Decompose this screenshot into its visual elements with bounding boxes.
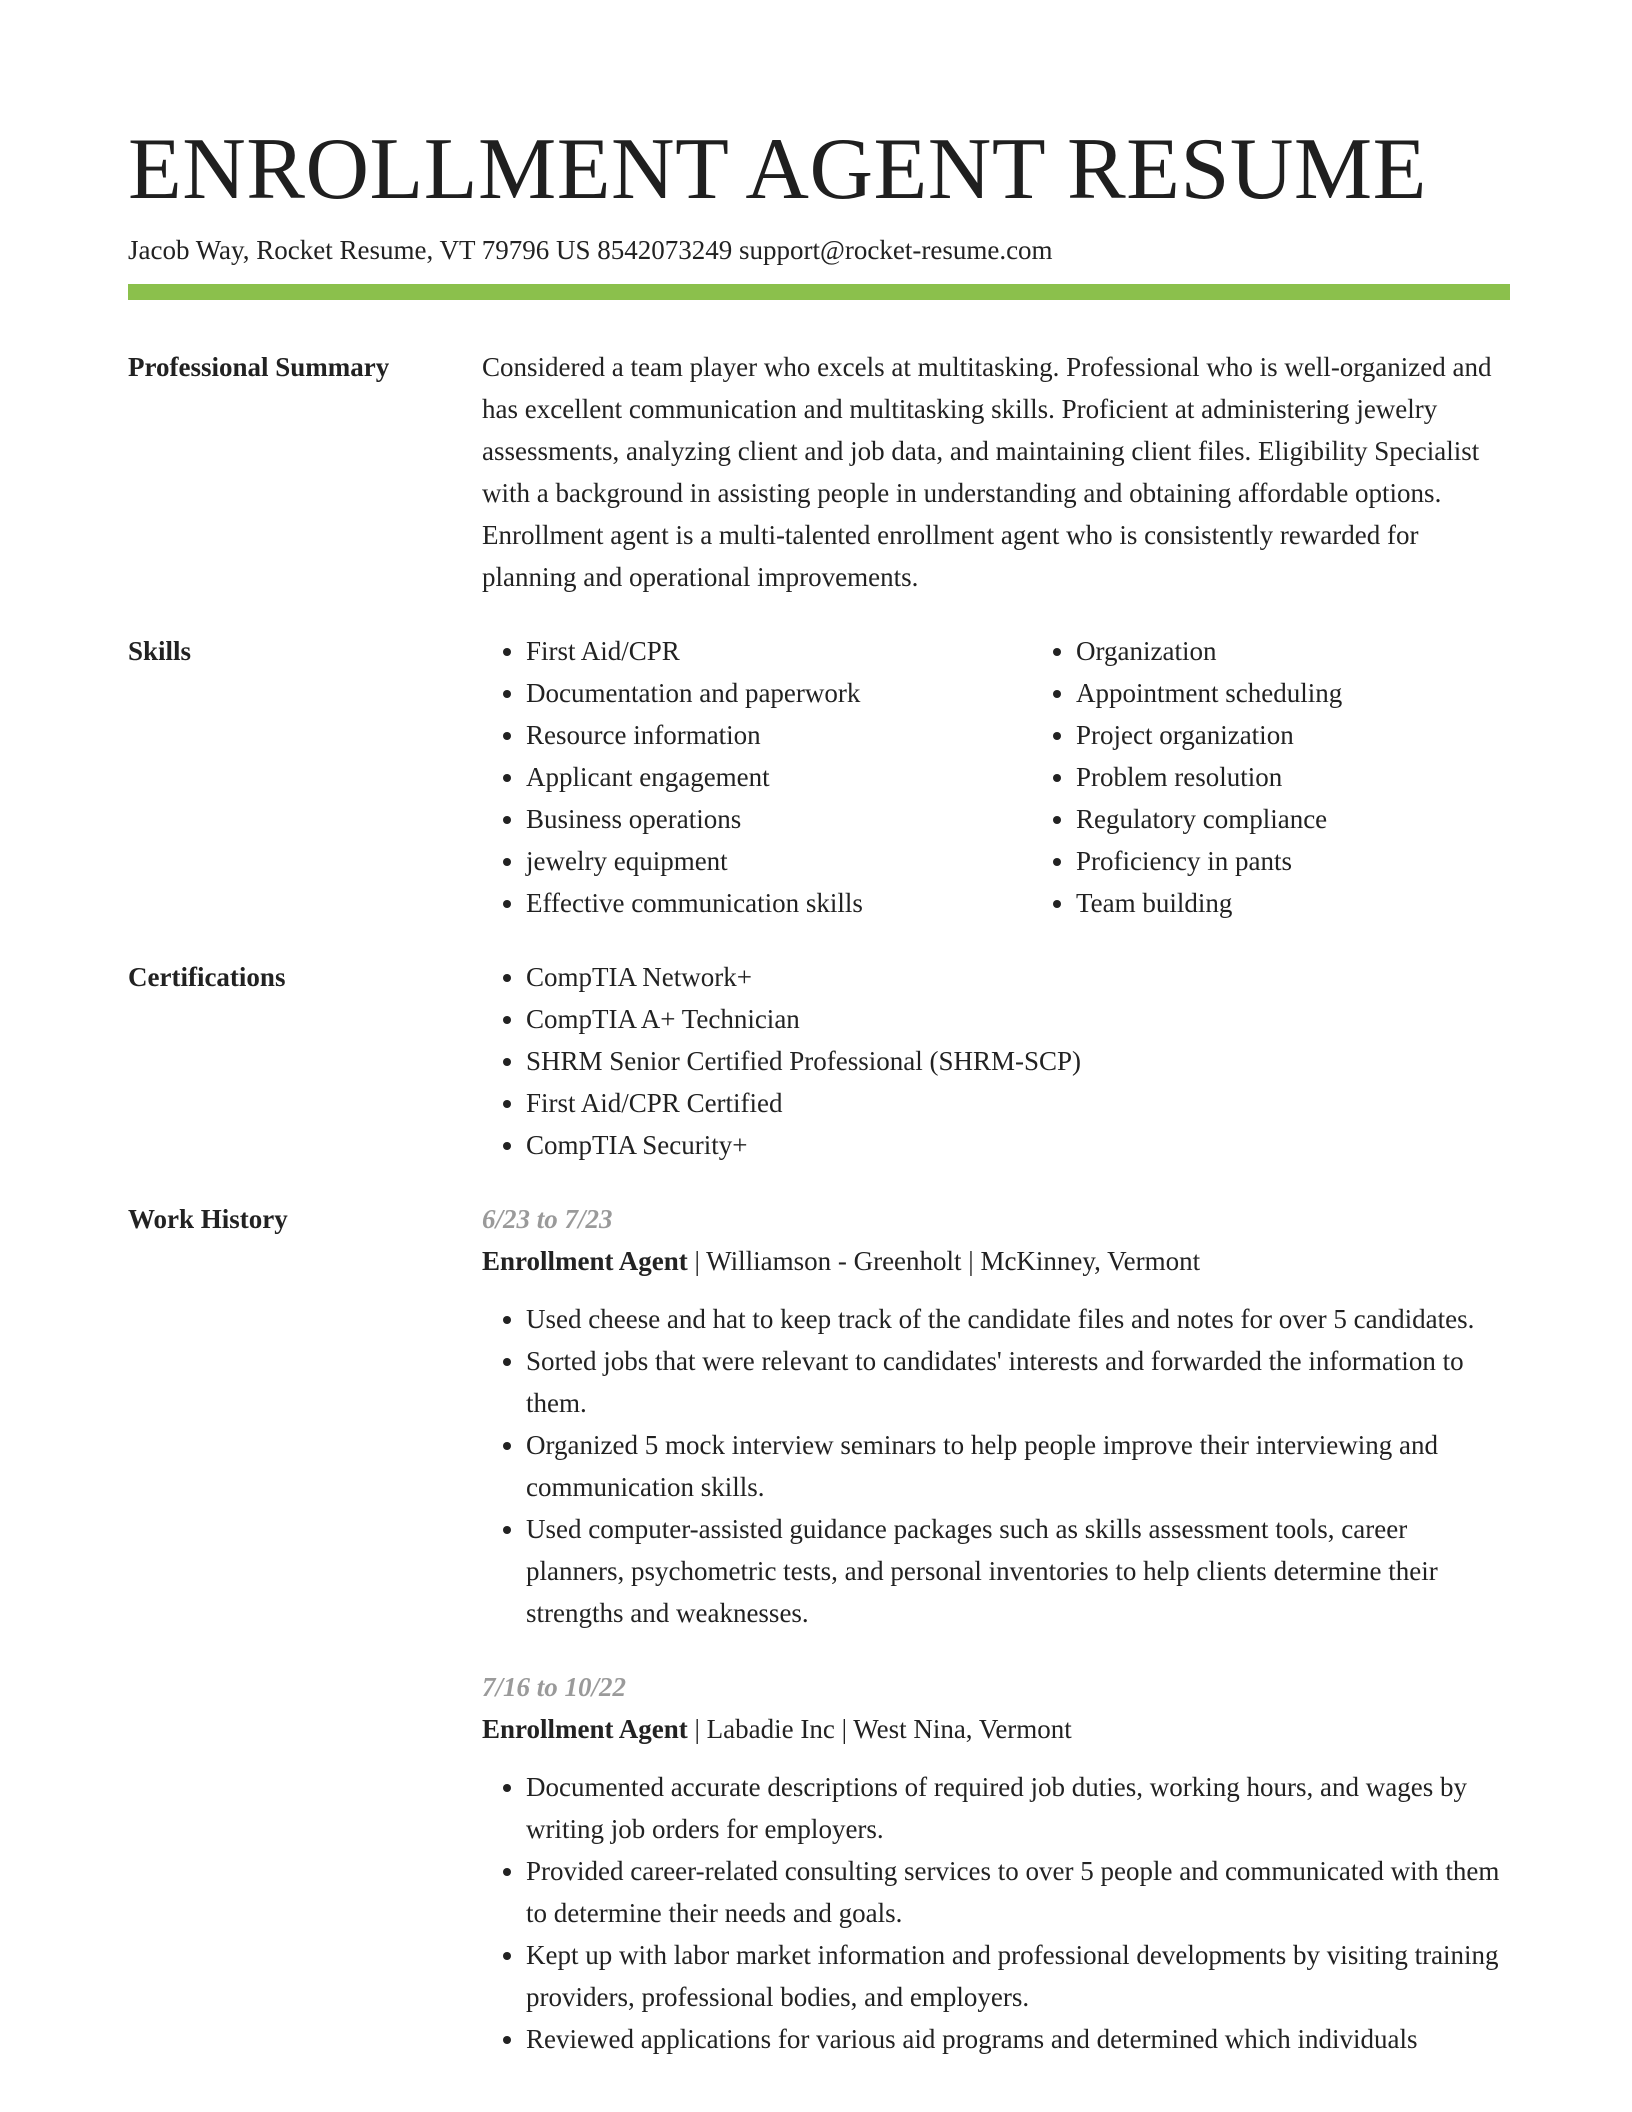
certification-item: • CompTIA A+ Technician [526, 998, 1510, 1040]
skill-item: • Project organization [1076, 714, 1582, 756]
summary-label: Professional Summary [128, 352, 390, 382]
summary-section [128, 346, 1510, 598]
certification-item: • SHRM Senior Certified Professional (SHRM-SCP) [526, 1040, 1510, 1082]
skill-item: • First Aid/CPR [526, 630, 1032, 672]
job-date: 6/23 to 7/23 [482, 1204, 613, 1234]
job-bullet: • Provided career-related consulting services to over 5 people and communicated with them to determine their needs and goals. [526, 1850, 1510, 1934]
job-bullet: • Organized 5 mock interview seminars to help people improve their interviewing and communication skills. [526, 1424, 1510, 1508]
certifications-list [482, 956, 1510, 1166]
summary-text: Considered a team player who excels at multitasking. Professional who is well-organized and has excellent communication and multitasking skills. Proficient at administering jewelry assessments, analyzing client and job data, and maintaining client files. Eligibility Specialist with a background in assisting people in understanding and obtaining affordable options. Enrollment agent is a multi-talented enrollment agent who is consistently rewarded for planning and operational improvements. [482, 352, 1492, 592]
job-bullet: • Documented accurate descriptions of required job duties, working hours, and wages by writing job orders for employers. [526, 1766, 1510, 1850]
header-divider [128, 284, 1510, 300]
job-bullets [482, 1766, 1510, 2060]
skill-item: • Business operations [526, 798, 1032, 840]
job-bullet: • Kept up with labor market information and professional developments by visiting training providers, professional bodies, and employers. [526, 1934, 1510, 2018]
skill-item: • Resource information [526, 714, 1032, 756]
skill-item: • Proficiency in pants [1076, 840, 1582, 882]
skills-label: Skills [128, 636, 192, 666]
skill-item: • Problem resolution [1076, 756, 1582, 798]
work-history-label: Work History [128, 1204, 288, 1234]
job-entry [482, 1198, 1510, 1634]
job-title: Enrollment Agent [482, 1714, 688, 1744]
skill-item: • jewelry equipment [526, 840, 1032, 882]
skills-list-left [482, 630, 1032, 924]
job-company-location: | Williamson - Greenholt | McKinney, Vermont [687, 1246, 1201, 1276]
job-bullet: • Used cheese and hat to keep track of the candidate files and notes for over 5 candidates. [526, 1298, 1510, 1340]
job-date: 7/16 to 10/22 [482, 1672, 627, 1702]
job-bullet: • Reviewed applications for various aid programs and determined which individuals [526, 2018, 1510, 2060]
work-history-section [128, 1198, 1510, 2060]
job-entry [482, 1666, 1510, 2060]
resume-page [128, 120, 1510, 2060]
job-bullets [482, 1298, 1510, 1634]
skill-item: • Documentation and paperwork [526, 672, 1032, 714]
skill-item: • Appointment scheduling [1076, 672, 1582, 714]
certifications-label: Certifications [128, 962, 286, 992]
contact-line: Jacob Way, Rocket Resume, VT 79796 US 8542073249 support@rocket-resume.com [128, 235, 1053, 265]
job-title: Enrollment Agent [482, 1246, 688, 1276]
certification-item: • CompTIA Network+ [526, 956, 1510, 998]
certification-item: • First Aid/CPR Certified [526, 1082, 1510, 1124]
skill-item: • Regulatory compliance [1076, 798, 1582, 840]
job-company-location: | Labadie Inc | West Nina, Vermont [687, 1714, 1072, 1744]
certifications-section [128, 956, 1510, 1166]
skill-item: • Team building [1076, 882, 1582, 924]
skills-list-right [1032, 630, 1582, 924]
skill-item: • Effective communication skills [526, 882, 1032, 924]
job-bullet: • Sorted jobs that were relevant to candidates' interests and forwarded the information to them. [526, 1340, 1510, 1424]
resume-title: ENROLLMENT AGENT RESUME [128, 121, 1427, 218]
job-heading [482, 1708, 1510, 1750]
skills-section [128, 630, 1510, 924]
certification-item: • CompTIA Security+ [526, 1124, 1510, 1166]
skill-item: • Applicant engagement [526, 756, 1032, 798]
job-heading [482, 1240, 1510, 1282]
skill-item: • Organization [1076, 630, 1582, 672]
job-bullet: • Used computer-assisted guidance packages such as skills assessment tools, career planners, psychometric tests, and personal inventories to help clients determine their strengths and weaknesses. [526, 1508, 1510, 1634]
